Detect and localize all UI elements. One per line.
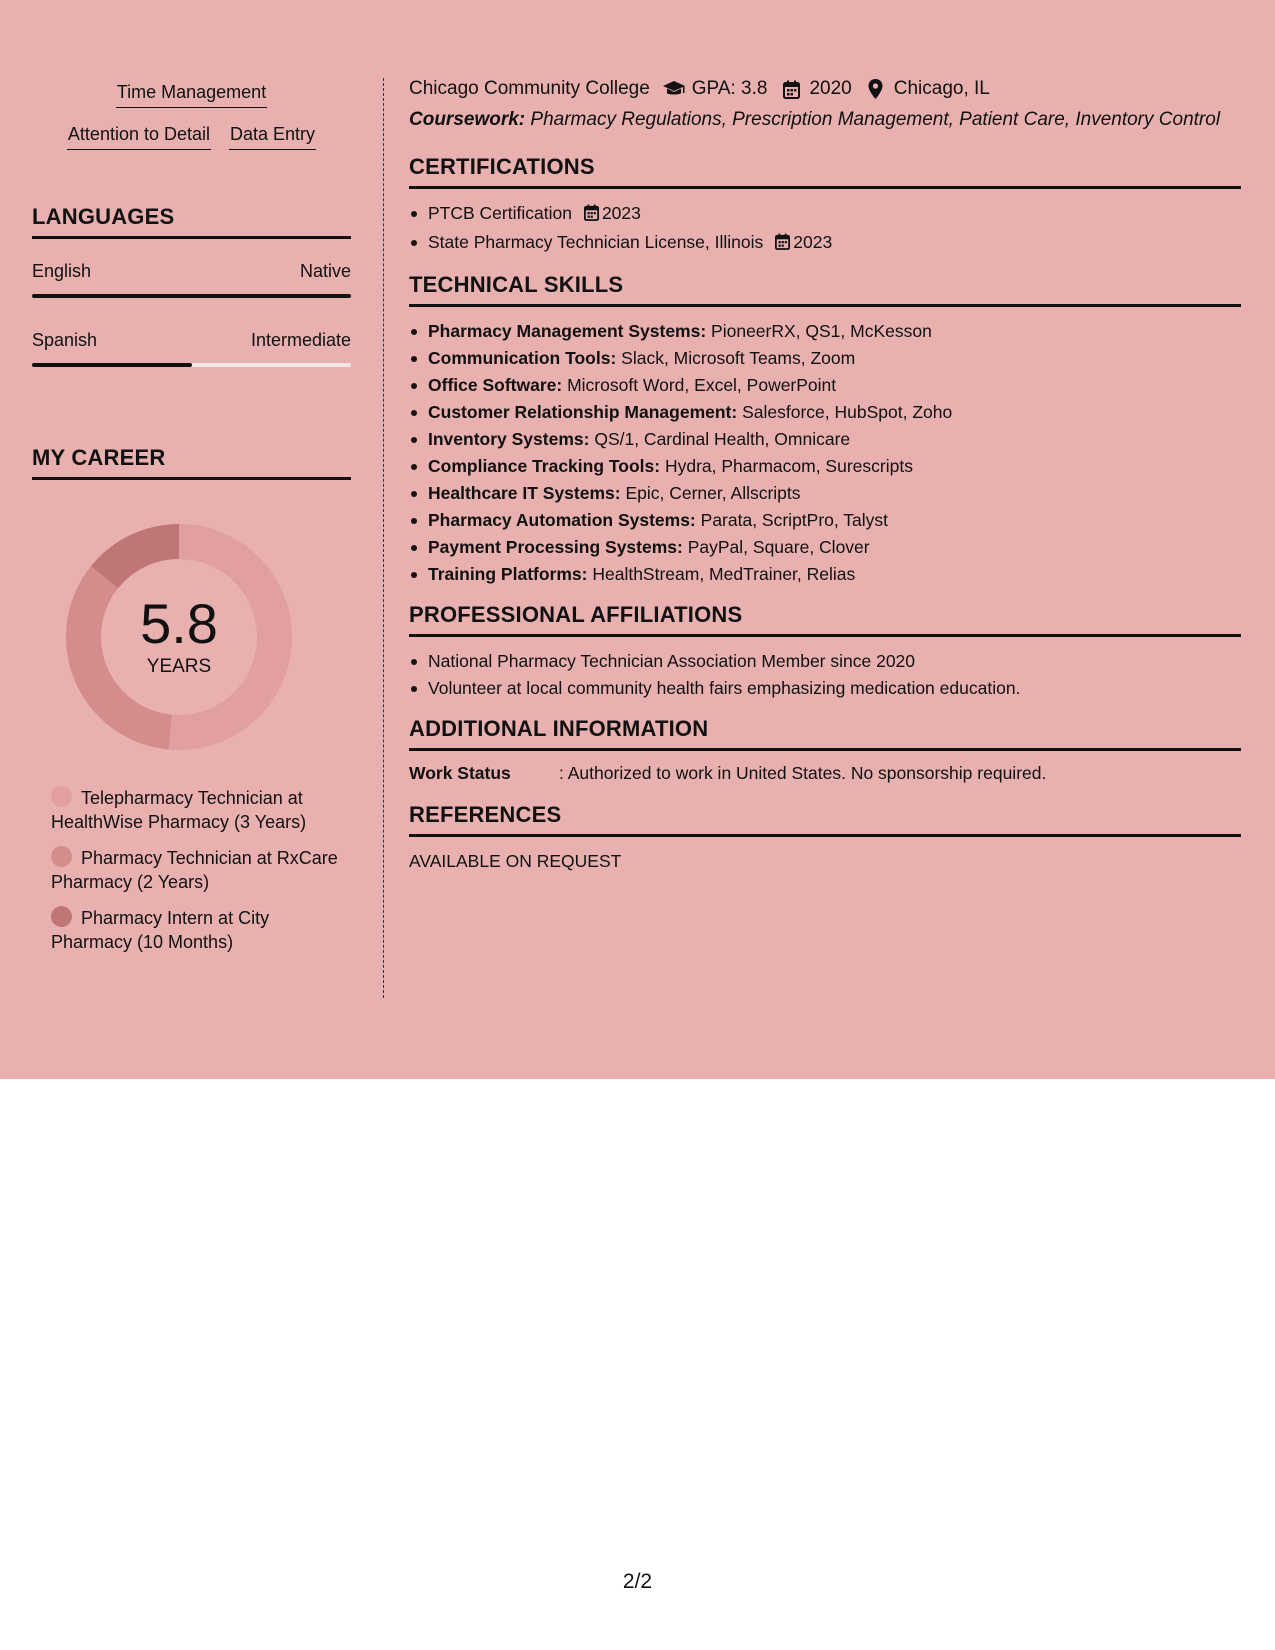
skill-values: Parata, ScriptPro, Talyst <box>700 510 889 530</box>
skill-category: Payment Processing Systems: <box>428 537 683 557</box>
list-item: National Pharmacy Technician Association Member since 2020 <box>409 648 1241 675</box>
technical-skills-list <box>409 318 1241 588</box>
languages-title: LANGUAGES <box>32 204 351 239</box>
certifications-list <box>409 200 1241 258</box>
certifications-title: CERTIFICATIONS <box>409 154 1241 189</box>
career-title: MY CAREER <box>32 445 351 480</box>
skill-category: Customer Relationship Management: <box>428 402 738 422</box>
additional-info-section <box>409 716 1241 784</box>
page-number: 2/2 <box>622 1570 653 1593</box>
language-bar <box>32 294 351 298</box>
language-english <box>32 261 351 298</box>
skill-values: PayPal, Square, Clover <box>687 537 870 557</box>
work-status-value: : Authorized to work in United States. No sponsorship required. <box>559 763 1047 783</box>
skill-values: PioneerRX, QS1, McKesson <box>711 321 932 341</box>
legend-dot <box>51 906 72 927</box>
certification-year: 2023 <box>793 232 833 252</box>
gpa: GPA: 3.8 <box>691 78 768 99</box>
list-item <box>409 507 1241 534</box>
skill-tag: Time Management <box>116 78 267 108</box>
career-legend <box>32 786 351 954</box>
certification-year: 2023 <box>601 203 641 223</box>
list-item <box>409 534 1241 561</box>
skill-category: Healthcare IT Systems: <box>428 483 621 503</box>
affiliations-list <box>409 648 1241 702</box>
skill-values: Salesforce, HubSpot, Zoho <box>742 402 953 422</box>
language-spanish <box>32 330 351 367</box>
graduation-year: 2020 <box>809 78 852 99</box>
donut-center <box>64 522 294 752</box>
coursework-label: Coursework: <box>409 109 526 130</box>
skill-tag: Attention to Detail <box>67 120 211 150</box>
list-item <box>409 345 1241 372</box>
technical-skills-title: TECHNICAL SKILLS <box>409 272 1241 307</box>
work-status-key: Work Status <box>409 763 511 783</box>
career-total-value: 5.8 <box>140 592 218 655</box>
language-name: English <box>32 261 92 281</box>
skill-values: Microsoft Word, Excel, PowerPoint <box>567 375 837 395</box>
language-bar-fill <box>32 363 192 367</box>
language-bar <box>32 363 351 367</box>
technical-skills-section <box>409 272 1241 588</box>
list-item <box>409 318 1241 345</box>
school-location: Chicago, IL <box>893 78 990 99</box>
skill-category: Training Platforms: <box>428 564 588 584</box>
certification-name: PTCB Certification <box>428 203 572 223</box>
skill-tags <box>32 78 351 150</box>
coursework-text: Pharmacy Regulations, Prescription Management, Patient Care, Inventory Control <box>530 109 1221 130</box>
list-item <box>409 200 1241 229</box>
certification-name: State Pharmacy Technician License, Illinois <box>428 232 764 252</box>
list-item: Volunteer at local community health fairs emphasizing medication education. <box>409 675 1241 702</box>
skill-category: Pharmacy Management Systems: <box>428 321 707 341</box>
coursework <box>409 108 1241 132</box>
certifications-section <box>409 154 1241 258</box>
school-name: Chicago Community College <box>409 78 650 99</box>
list-item <box>409 229 1241 258</box>
list-item <box>409 426 1241 453</box>
calendar-icon <box>775 231 790 258</box>
skill-category: Inventory Systems: <box>428 429 590 449</box>
skill-category: Compliance Tracking Tools: <box>428 456 661 476</box>
skill-tag: Data Entry <box>229 120 316 150</box>
legend-item <box>51 786 351 834</box>
calendar-icon <box>779 78 803 100</box>
language-level: Native <box>299 261 351 281</box>
language-name: Spanish <box>32 330 98 350</box>
skill-category: Office Software: <box>428 375 563 395</box>
location-pin-icon <box>864 78 888 100</box>
list-item <box>409 453 1241 480</box>
references-text: AVAILABLE ON REQUEST <box>409 851 622 871</box>
skill-category: Communication Tools: <box>428 348 617 368</box>
skill-values: Slack, Microsoft Teams, Zoom <box>621 348 856 368</box>
legend-label: Telepharmacy Technician at HealthWise Pharmacy (3 Years) <box>51 788 307 832</box>
legend-dot <box>51 846 72 867</box>
list-item <box>409 480 1241 507</box>
career-donut <box>64 522 294 752</box>
left-column <box>32 78 351 966</box>
list-item <box>409 372 1241 399</box>
skill-values: Hydra, Pharmacom, Surescripts <box>664 456 913 476</box>
legend-dot <box>51 786 72 807</box>
list-item <box>409 561 1241 588</box>
skill-values: HealthStream, MedTrainer, Relias <box>592 564 856 584</box>
legend-item <box>51 906 351 954</box>
skill-category: Pharmacy Automation Systems: <box>428 510 696 530</box>
column-divider <box>383 78 384 998</box>
legend-label: Pharmacy Intern at City Pharmacy (10 Months) <box>51 908 270 952</box>
legend-label: Pharmacy Technician at RxCare Pharmacy (2 Years) <box>51 848 338 892</box>
graduation-cap-icon <box>662 78 686 100</box>
list-item <box>409 399 1241 426</box>
career-total-unit: YEARS <box>146 656 212 677</box>
work-status-row <box>409 763 1241 784</box>
legend-item <box>51 846 351 894</box>
additional-info-title: ADDITIONAL INFORMATION <box>409 716 1241 751</box>
language-bar-fill <box>32 294 351 298</box>
education-line <box>409 78 1241 100</box>
references-section <box>409 802 1241 872</box>
language-level: Intermediate <box>250 330 351 350</box>
skill-values: Epic, Cerner, Allscripts <box>625 483 801 503</box>
calendar-icon <box>584 202 599 229</box>
affiliations-section <box>409 602 1241 702</box>
right-column <box>409 78 1241 872</box>
affiliations-title: PROFESSIONAL AFFILIATIONS <box>409 602 1241 637</box>
references-title: REFERENCES <box>409 802 1241 837</box>
skill-values: QS/1, Cardinal Health, Omnicare <box>594 429 851 449</box>
